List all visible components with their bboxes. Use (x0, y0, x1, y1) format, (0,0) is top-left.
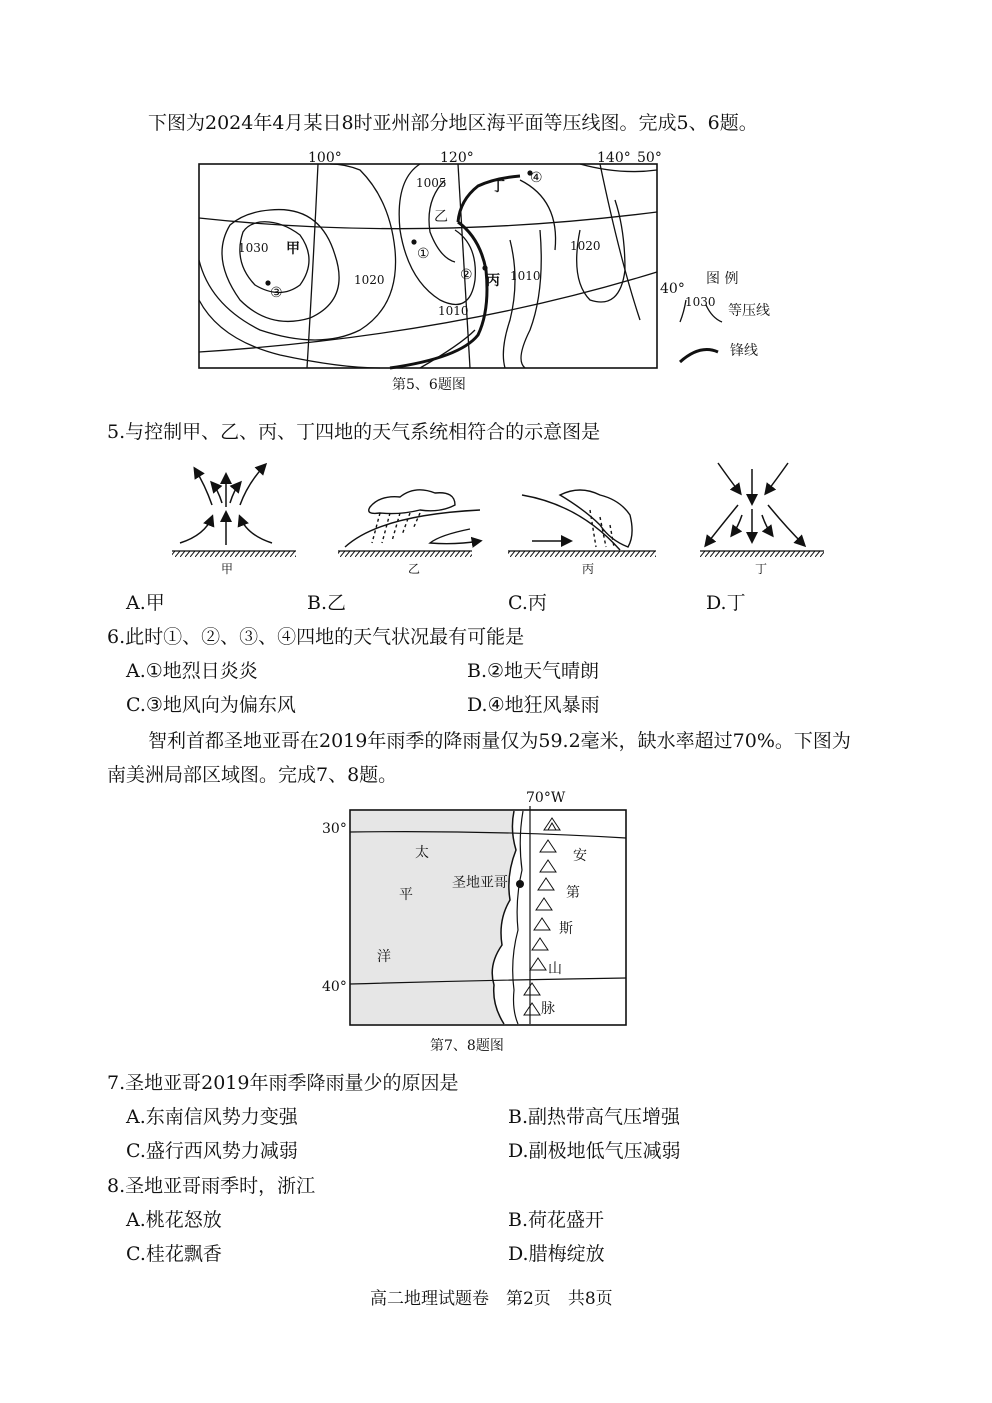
page-footer: 高二地理试题卷 第2页 共8页 (370, 1289, 613, 1309)
lat-label: 50° (637, 150, 662, 166)
q6-option-b[interactable]: B.②地天气晴朗 (467, 660, 600, 682)
q8-option-a[interactable]: A.桃花怒放 (126, 1209, 222, 1231)
mountain-char: 脉 (541, 1001, 555, 1017)
diagram-label: 丙 (582, 562, 595, 576)
figure-caption: 第7、8题图 (430, 1038, 504, 1054)
diagram-label: 甲 (221, 562, 234, 576)
intro-text-2: 智利首都圣地亚哥在2019年雨季的降雨量仅为59.2毫米，缺水率超过70%。下图为 (148, 730, 851, 752)
map2-lat-label: 30° (322, 821, 347, 837)
figure-caption: 第5、6题图 (392, 377, 466, 393)
question-8-stem: 8.圣地亚哥雨季时，浙江 (107, 1175, 316, 1197)
isobar-value: 1010 (510, 269, 541, 283)
intro-text-1: 下图为2024年4月某日8时亚州部分地区海平面等压线图。完成5、6题。 (148, 112, 758, 134)
q5-option-b[interactable]: B.乙 (307, 592, 347, 614)
ocean-char: 平 (399, 887, 413, 903)
intro-text-2-cont: 南美洲局部区域图。完成7、8题。 (107, 764, 398, 786)
q7-option-d[interactable]: D.副极地低气压减弱 (508, 1140, 681, 1162)
q6-option-c[interactable]: C.③地风向为偏东风 (126, 694, 296, 716)
lon-label: 140° (597, 150, 631, 166)
lon-label: 120° (440, 150, 474, 166)
q8-option-b[interactable]: B.荷花盛开 (508, 1209, 605, 1231)
q7-option-c[interactable]: C.盛行西风势力减弱 (126, 1140, 298, 1162)
city-label: 圣地亚哥 (452, 875, 508, 891)
south-america-map (0, 800, 992, 1060)
mountain-char: 第 (566, 885, 580, 901)
question-7-stem: 7.圣地亚哥2019年雨季降雨量少的原因是 (107, 1072, 459, 1094)
q6-option-a[interactable]: A.①地烈日炎炎 (126, 660, 258, 682)
place-ding: 丁 (491, 179, 505, 195)
point-1: ① (417, 246, 430, 262)
question-6-stem: 6.此时①、②、③、④四地的天气状况最有可能是 (107, 626, 525, 648)
q8-option-d[interactable]: D.腊梅绽放 (508, 1243, 605, 1265)
mountain-char: 山 (548, 961, 562, 977)
question-5-stem: 5.与控制甲、乙、丙、丁四地的天气系统相符合的示意图是 (107, 421, 601, 443)
mountain-char: 斯 (559, 921, 573, 937)
q8-option-c[interactable]: C.桂花飘香 (126, 1243, 222, 1265)
isobar-map (0, 0, 992, 400)
q6-option-d[interactable]: D.④地狂风暴雨 (467, 694, 600, 716)
q5-option-c[interactable]: C.丙 (508, 592, 547, 614)
mountain-char: 安 (573, 848, 587, 864)
diagram-label: 乙 (408, 562, 421, 576)
place-bing: 丙 (486, 273, 500, 289)
q5-option-d[interactable]: D.丁 (706, 592, 746, 614)
isobar-value: 1030 (238, 241, 269, 255)
point-4: ④ (530, 170, 543, 186)
legend-title: 图 例 (706, 271, 739, 287)
legend-isobar-value: 1030 (685, 295, 716, 309)
isobar-value: 1020 (354, 273, 385, 287)
ocean-char: 太 (415, 845, 429, 861)
point-2: ② (460, 267, 473, 283)
place-jia: 甲 (286, 241, 300, 257)
isobar-value: 1010 (438, 304, 469, 318)
q7-option-a[interactable]: A.东南信风势力变强 (126, 1106, 298, 1128)
legend-front-label: 锋线 (730, 343, 758, 359)
ocean-char: 洋 (377, 949, 391, 965)
isobar-value: 1020 (570, 239, 601, 253)
isobar-value: 1005 (416, 176, 447, 190)
q7-option-b[interactable]: B.副热带高气压增强 (508, 1106, 681, 1128)
map2-lat-label: 40° (322, 979, 347, 995)
q5-option-a[interactable]: A.甲 (126, 592, 165, 614)
diagram-label: 丁 (755, 562, 768, 576)
place-yi: 乙 (434, 209, 448, 225)
lon-label: 100° (308, 150, 342, 166)
point-3: ③ (270, 285, 283, 301)
legend-isobar-label: 等压线 (728, 303, 770, 319)
map2-lon-label: 70°W (526, 790, 566, 806)
weather-system-diagrams (0, 455, 992, 595)
map-frame (199, 164, 657, 368)
lat-label: 40° (660, 281, 685, 297)
